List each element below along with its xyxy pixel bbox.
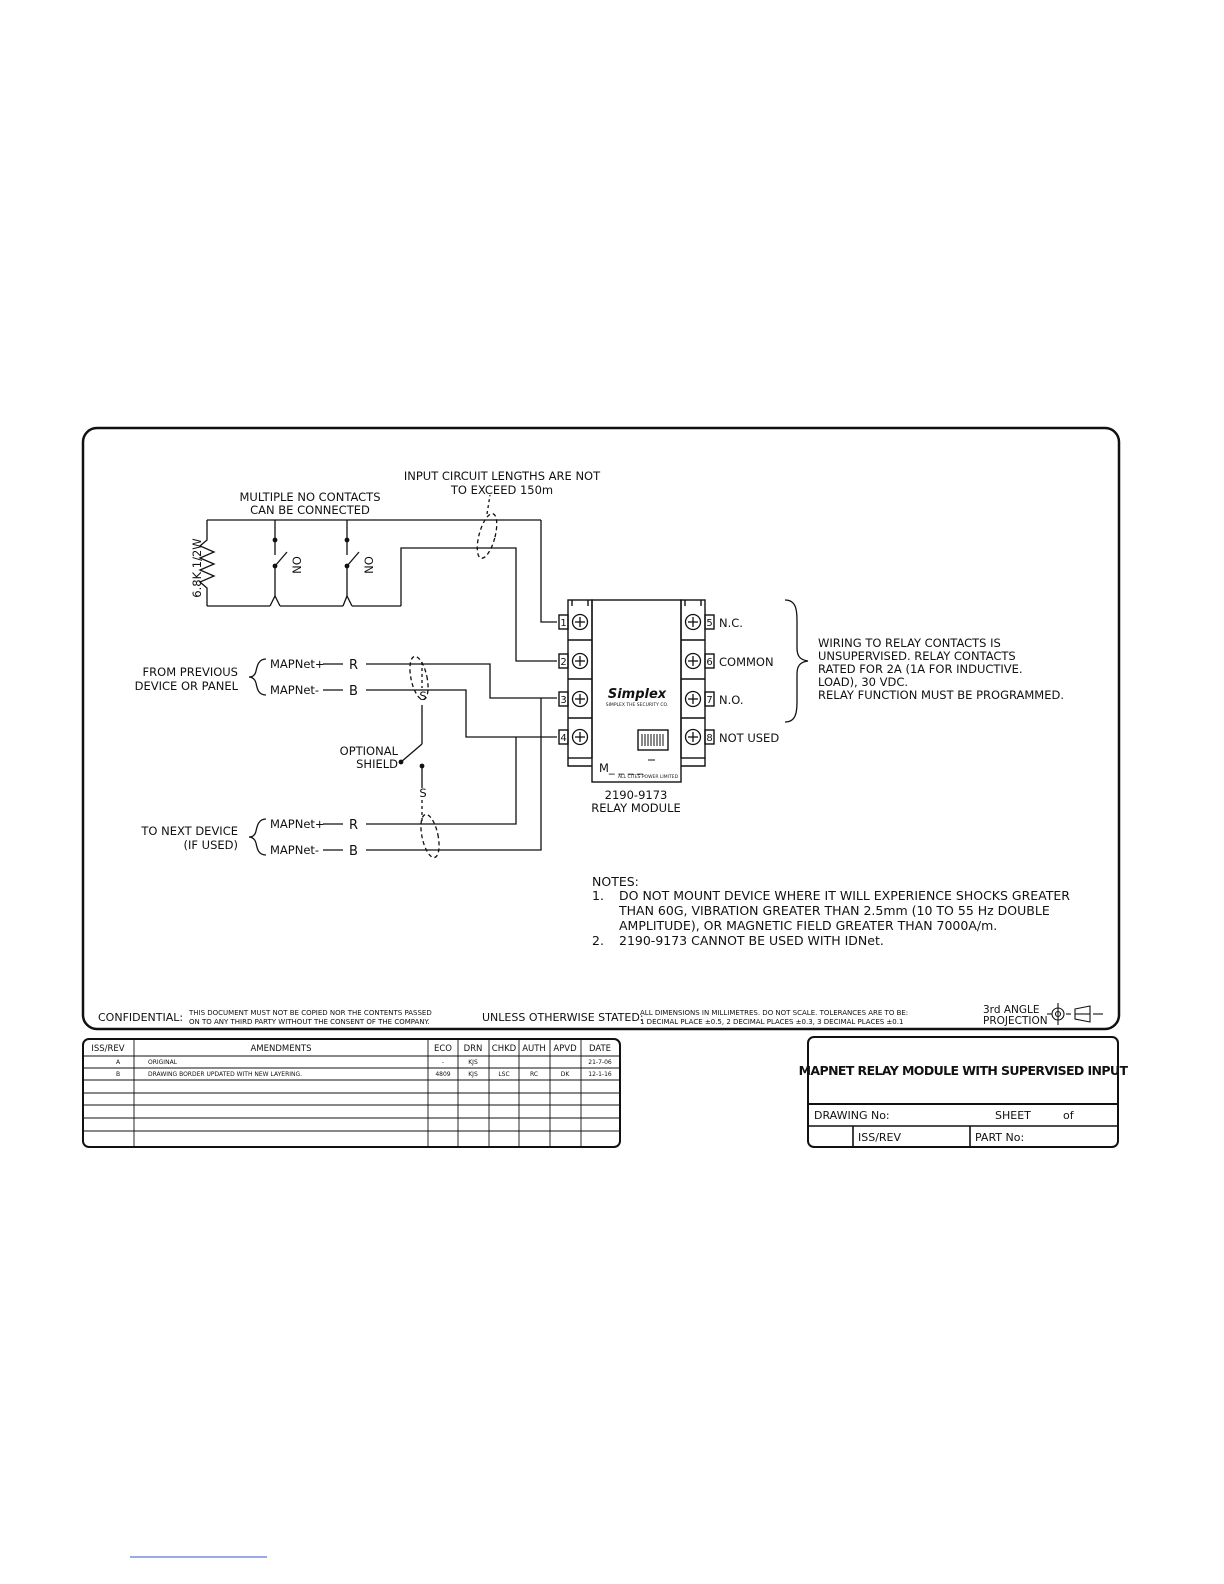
unless-label: UNLESS OTHERWISE STATED: [482,1011,644,1024]
simplex-logo-subtext: SIMPLEX THE SECURITY CO. [605,703,669,708]
header-drn: DRN [463,1044,483,1054]
module-fine-print: ALL CITES POWER LIMITED [617,775,679,780]
terminal-screw-8 [686,730,701,745]
terminal-number-6: 6 [706,657,713,668]
notes-block [592,874,1070,948]
row-a-drn: KJS [468,1059,478,1066]
terminal-label-common: COMMON [719,655,774,669]
shield-s-label-bottom: S [419,786,427,800]
note-2-line1: 2190-9173 CANNOT BE USED WITH IDNet. [619,933,884,948]
note-2-number: 2. [592,933,604,948]
terminal-label-no: N.O. [719,693,744,707]
terminal-screw-5 [686,615,701,630]
wiring-note-line4: LOAD), 30 VDC. [818,675,909,689]
multiple-contacts-note-line1: MULTIPLE NO CONTACTS [239,490,381,504]
simplex-logo-text: Simplex [607,687,667,702]
row-b-drn: KJS [468,1071,478,1078]
wiring-note-line1: WIRING TO RELAY CONTACTS IS [818,636,1001,650]
module-name: RELAY MODULE [591,801,681,815]
header-iss-rev: ISS/REV [91,1044,125,1054]
terminal-label-not-used: NOT USED [719,731,780,745]
header-apvd: APVD [553,1044,577,1054]
terminal-number-7: 7 [706,695,713,706]
header-amendments: AMENDMENTS [250,1044,312,1054]
header-eco: ECO [434,1044,452,1054]
header-chkd: CHKD [491,1044,517,1054]
sheet-label: SHEET [995,1109,1031,1122]
revision-row-b [116,1071,612,1078]
row-a-rev: A [115,1059,121,1066]
terminal-number-1: 1 [560,618,567,629]
drawing-title: MAPNET RELAY MODULE WITH SUPERVISED INPUT [798,1063,1128,1078]
confidential-text-line1: THIS DOCUMENT MUST NOT BE COPIED NOR THE CONTENTS PASSED [189,1009,432,1017]
terminal-screw-2 [573,654,588,669]
third-angle-projection-icon [1047,1003,1103,1025]
row-b-amendment: DRAWING BORDER UPDATED WITH NEW LAYERING. [148,1071,303,1078]
unless-text-line1: ALL DIMENSIONS IN MILLIMETRES. DO NOT SCALE. TOLERANCES ARE TO BE: [640,1009,909,1017]
mapnet-minus-label-next: MAPNet- [270,843,320,857]
wiring-note-line3: RATED FOR 2A (1A FOR INDUCTIVE. [818,662,1023,676]
row-b-apvd: DK [560,1071,570,1078]
terminal-number-3: 3 [560,695,567,706]
mapnet-plus-label-previous: MAPNet+ [270,657,325,671]
module-part-number: 2190-9173 [604,788,668,802]
revision-table [83,1039,620,1147]
wire-r-label-previous: R [349,658,359,673]
terminal-number-8: 8 [706,733,713,744]
drawing-no-label: DRAWING No: [814,1109,890,1122]
row-b-chkd: LSC [498,1071,510,1078]
header-auth: AUTH [522,1044,546,1054]
revision-row-a [116,1059,612,1066]
projection-line2: PROJECTION [983,1015,1048,1027]
wire-r-label-next: R [349,818,359,833]
contact-no-label-1: NO [290,556,304,574]
sheet-of-label: of [1063,1109,1074,1122]
to-next-line1: TO NEXT DEVICE [141,824,238,838]
terminal-screw-6 [686,654,701,669]
terminal-screw-3 [573,692,588,707]
row-b-auth: RC [529,1071,539,1078]
terminal-number-5: 5 [706,618,713,629]
note-1-line3: AMPLITUDE), OR MAGNETIC FIELD GREATER THAN 7000A/m. [619,918,998,933]
to-next-line2: (IF USED) [183,838,238,852]
note-1-number: 1. [592,888,604,903]
mapnet-minus-label-previous: MAPNet- [270,683,320,697]
input-circuit-note-line1: INPUT CIRCUIT LENGTHS ARE NOT [403,469,601,483]
title-block [808,1037,1118,1147]
wiring-note-line2: UNSUPERVISED. RELAY CONTACTS [818,649,1016,663]
unless-text-line2: 1 DECIMAL PLACE ±0.5, 2 DECIMAL PLACES ±0.3, 3 DECIMAL PLACES ±0.1 [640,1018,904,1026]
model-prefix: M_ _ _ _ [599,761,643,775]
optional-shield-line2: SHIELD [356,757,398,771]
row-b-rev: B [115,1071,121,1078]
mapnet-plus-label-next: MAPNet+ [270,817,325,831]
confidential-text-line2: ON TO ANY THIRD PARTY WITHOUT THE CONSENT OF THE COMPANY. [189,1018,430,1026]
wire-b-label-next: B [349,844,358,859]
input-circuit [200,495,557,661]
contacts-brace [785,600,808,722]
terminal-number-2: 2 [560,657,567,668]
notes-heading: NOTES: [592,874,639,889]
optional-shield-line1: OPTIONAL [339,744,398,758]
wire-b-label-previous: B [349,684,358,699]
terminal-screw-7 [686,692,701,707]
from-previous-line2: DEVICE OR PANEL [134,679,238,693]
shield-s-label-top: S [419,689,427,703]
note-1-line1: DO NOT MOUNT DEVICE WHERE IT WILL EXPERIENCE SHOCKS GREATER [619,888,1070,903]
projection-line1: 3rd ANGLE [983,1004,1040,1016]
row-a-eco: - [441,1059,445,1066]
row-b-eco: 4809 [435,1071,451,1078]
terminal-screw-4 [573,730,588,745]
revision-table-headers [91,1044,611,1054]
terminal-screw-1 [573,615,588,630]
iss-rev-label: ISS/REV [858,1131,902,1144]
input-circuit-note-line2: TO EXCEED 150m [450,483,554,497]
note-1-line2: THAN 60G, VIBRATION GREATER THAN 2.5mm (10 TO 55 Hz DOUBLE [619,903,1050,918]
row-a-date: 21-7-06 [588,1059,612,1066]
resistor-label: 6.8K 1/2W [190,538,204,598]
confidential-label: CONFIDENTIAL: [98,1011,184,1024]
relay-module [559,600,714,782]
from-previous-line1: FROM PREVIOUS [142,665,238,679]
wiring-note-line5: RELAY FUNCTION MUST BE PROGRAMMED. [818,688,1065,702]
multiple-contacts-note-line2: CAN BE CONNECTED [250,503,370,517]
terminal-label-nc: N.C. [719,616,743,630]
header-date: DATE [588,1044,612,1054]
part-no-label: PART No: [975,1131,1025,1144]
contact-no-label-2: NO [362,556,376,574]
row-b-date: 12-1-16 [588,1071,612,1078]
terminal-number-4: 4 [560,733,567,744]
row-a-amendment: ORIGINAL [148,1059,178,1066]
